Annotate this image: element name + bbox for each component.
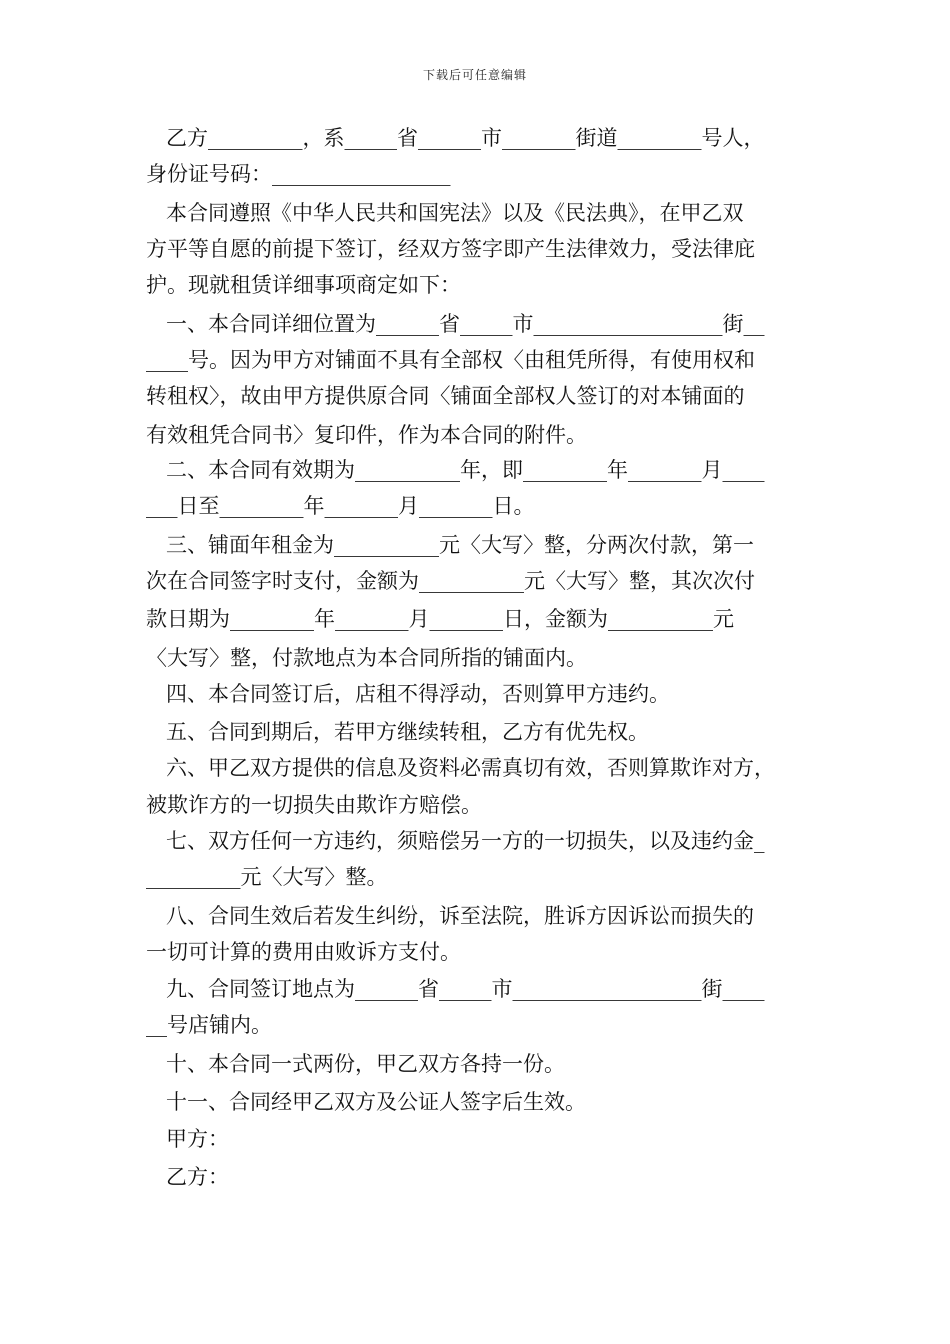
text-line: 五、合同到期后，若甲方继续转租，乙方有优先权。	[166, 720, 649, 744]
text-line: _________元〈大写〉整。	[146, 865, 388, 889]
text-line: 方平等自愿的前提下签订，经双方签字即产生法律效力，受法律庇	[146, 237, 755, 261]
text-line: 一、本合同详细位置为______省_____市__________________街__	[166, 312, 765, 336]
text-line: 十、本合同一式两份，甲乙双方各持一份。	[166, 1052, 565, 1076]
party-a-label: 甲方：	[166, 1127, 229, 1151]
page-header: 下载后可任意编辑	[422, 68, 527, 82]
text-line: 三、铺面年租金为__________元〈大写〉整，分两次付款，第一	[166, 533, 754, 557]
text-line: 一切可计算的费用由败诉方支付。	[146, 940, 461, 964]
text-line: ____号。因为甲方对铺面不具有全部权〈由租凭所得，有使用权和	[146, 348, 755, 372]
text-line: 六、甲乙双方提供的信息及资料必需真切有效，否则算欺诈对方，	[166, 756, 775, 780]
text-line: 有效租凭合同书〉复印件，作为本合同的附件。	[146, 423, 587, 447]
text-line: 二、本合同有效期为__________年，即________年_______月____	[166, 458, 765, 482]
text-line: 十一、合同经甲乙双方及公证人签字后生效。	[166, 1090, 586, 1114]
text-line: 本合同遵照《中华人民共和国宪法》以及《民法典》，在甲乙双	[166, 201, 744, 225]
text-line: __号店铺内。	[146, 1013, 272, 1037]
text-line: 七、双方任何一方违约，须赔偿另一方的一切损失，以及违约金_	[166, 829, 765, 853]
text-line: 乙方_________，系_____省______市_______街道________号人，	[166, 126, 765, 150]
text-line: 被欺诈方的一切损失由欺诈方赔偿。	[146, 793, 482, 817]
text-line: ___日至________年_______月_______日。	[146, 494, 535, 518]
text-line: 八、合同生效后若发生纠纷，诉至法院，胜诉方因诉讼而损失的	[166, 904, 754, 928]
text-line: 九、合同签订地点为______省_____市__________________街____	[166, 977, 765, 1001]
text-line: 四、本合同签订后，店租不得浮动，否则算甲方违约。	[166, 682, 670, 706]
party-b-label: 乙方：	[166, 1165, 229, 1189]
text-line: 身份证号码：_________________	[146, 162, 451, 186]
text-line: 〈大写〉整，付款地点为本合同所指的铺面内。	[146, 646, 587, 670]
text-line: 次在合同签字时支付，金额为__________元〈大写〉整，其次次付	[146, 569, 755, 593]
text-line: 护。现就租赁详细事项商定如下：	[146, 273, 461, 297]
text-line: 转租权〉，故由甲方提供原合同〈铺面全部权人签订的对本铺面的	[146, 384, 745, 408]
text-line: 款日期为________年_______月_______日，金额为__________元	[146, 607, 734, 631]
